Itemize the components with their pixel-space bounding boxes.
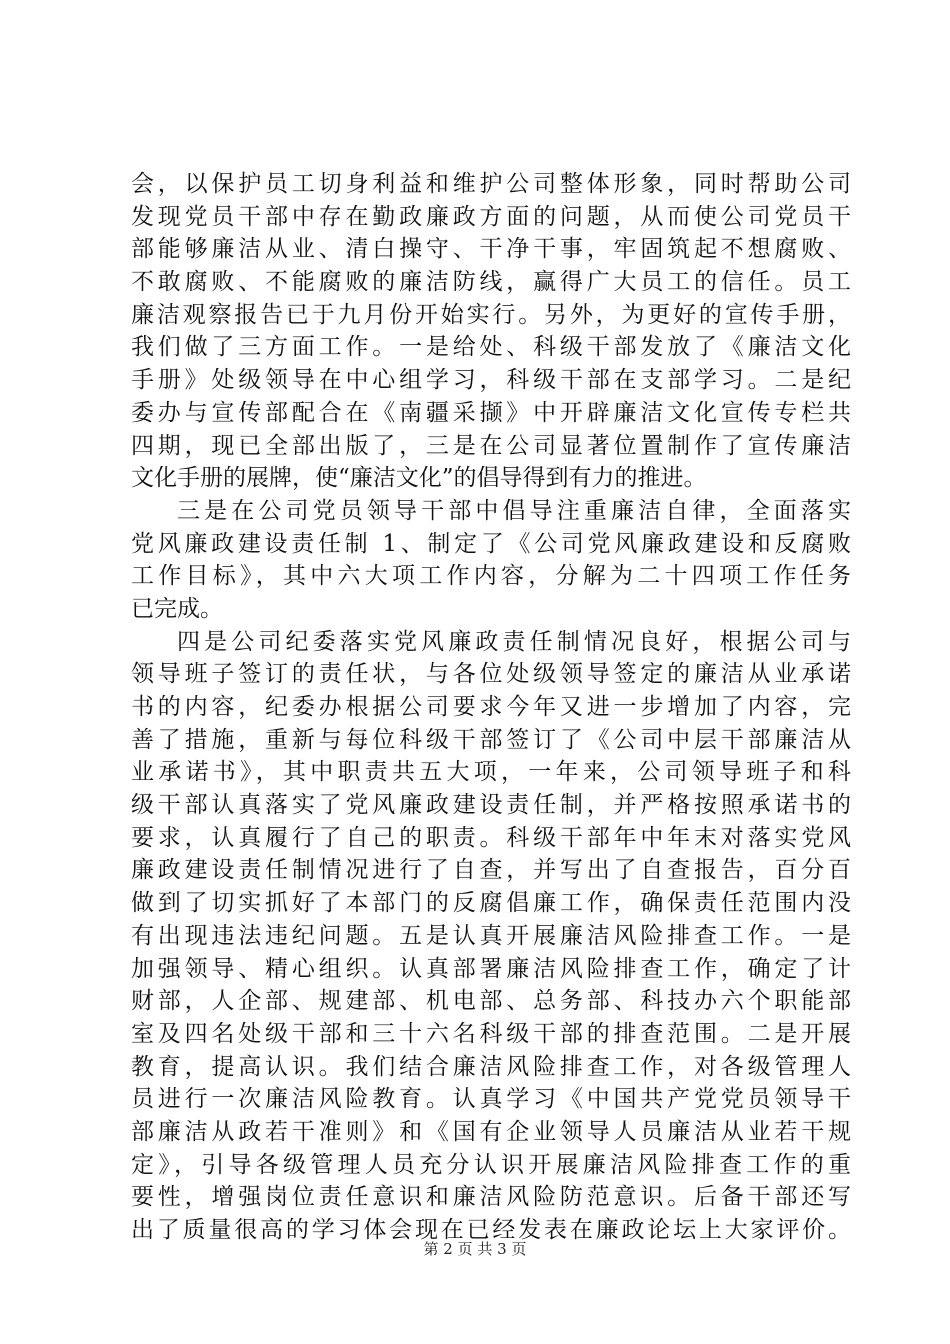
page-footer: 第 2 页 共 3 页 — [423, 1240, 527, 1258]
text-line: 加强领导、精心组织。认真部署廉洁风险排查工作，确定了计 — [131, 955, 851, 982]
text-line: 级干部认真落实了党风廉政建设责任制，并严格按照承诺书的 — [131, 792, 851, 819]
text-line: 廉政建设责任制情况进行了自查，并写出了自查报告，百分百 — [131, 857, 851, 884]
text-line: 文化手册的展牌，使“廉洁文化”的倡导得到有力的推进。 — [131, 465, 707, 492]
text-line: 委办与宣传部配合在《南疆采撷》中开辟廉洁文化宣传专栏共 — [131, 399, 851, 426]
text-line: 部能够廉洁从业、清白操守、干净干事，牢固筑起不想腐败、 — [131, 236, 851, 263]
text-line: 财部，人企部、规建部、机电部、总务部、科技办六个职能部 — [131, 988, 851, 1015]
text-line: 四期，现已全部出版了，三是在公司显著位置制作了宣传廉洁 — [131, 432, 851, 459]
text-line: 三是在公司党员领导干部中倡导注重廉洁自律，全面落实 — [177, 497, 851, 524]
text-line: 手册》处级领导在中心组学习，科级干部在支部学习。二是纪 — [131, 367, 851, 394]
text-line: 会，以保护员工切身利益和维护公司整体形象，同时帮助公司 — [131, 171, 851, 197]
text-line: 有出现违法违纪问题。五是认真开展廉洁风险排查工作。一是 — [131, 922, 851, 949]
text-line: 四是公司纪委落实党风廉政责任制情况良好，根据公司与 — [177, 628, 851, 655]
text-line: 领导班子签订的责任状，与各位处级领导签定的廉洁从业承诺 — [131, 661, 851, 688]
text-line: 工作目标》，其中六大项工作内容，分解为二十四项工作任务 — [131, 563, 851, 590]
text-line: 善了措施，重新与每位科级干部签订了《公司中层干部廉洁从 — [131, 726, 851, 753]
text-line: 做到了切实抓好了本部门的反腐倡廉工作，确保责任范围内没 — [131, 890, 851, 917]
text-line: 已完成。 — [131, 595, 223, 622]
text-line: 要求，认真履行了自己的职责。科级干部年中年末对落实党风 — [131, 824, 851, 851]
text-line: 不敢腐败、不能腐败的廉洁防线，赢得广大员工的信任。员工 — [131, 269, 851, 296]
text-line: 书的内容，纪委办根据公司要求今年又进一步增加了内容，完 — [131, 694, 851, 720]
text-line: 出了质量很高的学习体会现在已经发表在廉政论坛上大家评价。 — [131, 1217, 851, 1243]
text-line: 要性，增强岗位责任意识和廉洁风险防范意识。后备干部还写 — [131, 1184, 851, 1211]
body-text — [131, 168, 851, 1247]
text-line: 廉洁观察报告已于九月份开始实行。另外，为更好的宣传手册， — [131, 301, 851, 328]
text-line: 部廉洁从政若干准则》和《国有企业领导人员廉洁从业若干规 — [131, 1118, 851, 1145]
text-line: 我们做了三方面工作。一是给处、科级干部发放了《廉洁文化 — [131, 334, 851, 361]
text-line: 定》，引导各级管理人员充分认识开展廉洁风险排查工作的重 — [131, 1151, 851, 1178]
text-line: 业承诺书》，其中职责共五大项，一年来，公司领导班子和科 — [131, 759, 851, 786]
text-line: 教育，提高认识。我们结合廉洁风险排查工作，对各级管理人 — [131, 1053, 851, 1080]
text-line: 发现党员干部中存在勤政廉政方面的问题，从而使公司党员干 — [131, 203, 851, 230]
text-line: 室及四名处级干部和三十六名科级干部的排查范围。二是开展 — [131, 1020, 851, 1047]
text-line: 党风廉政建设责任制 1、制定了《公司党风廉政建设和反腐败 — [131, 530, 851, 557]
text-line: 员进行一次廉洁风险教育。认真学习《中国共产党党员领导干 — [131, 1086, 851, 1113]
